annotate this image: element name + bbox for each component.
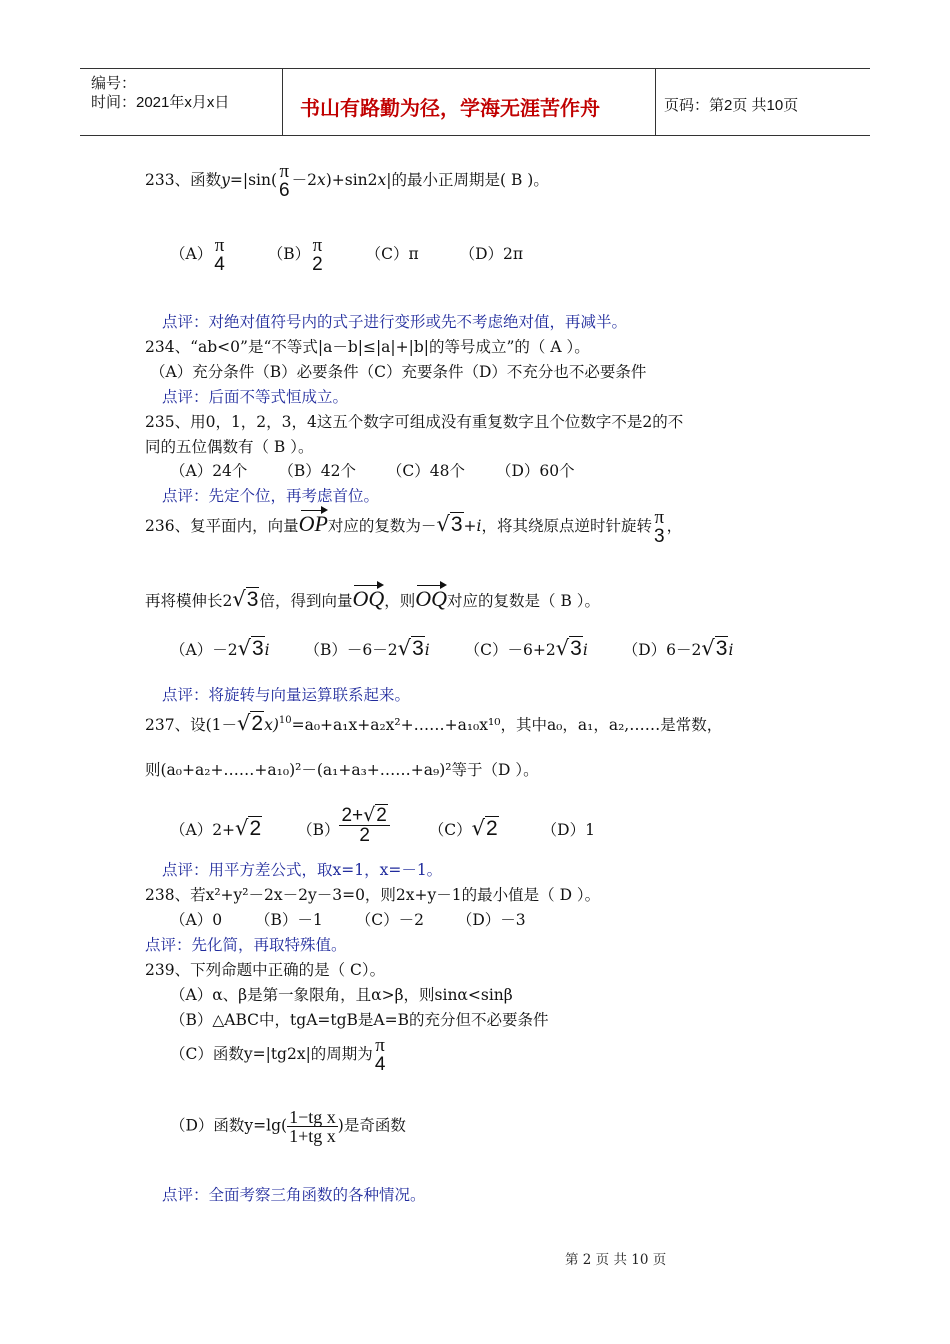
- q237-opt-b-fraction: $\frac{2+√2}{2}$: [339, 806, 389, 845]
- q237-options: （A）2+√2 （B） $\frac{2+√2}{2}$ （C）√2 （D）1: [170, 804, 595, 846]
- q233-fraction-pi-6: π 6: [279, 161, 290, 201]
- q233-abs-open: =|sin(: [229, 171, 278, 189]
- question-235: 235、用0，1，2，3，4这五个数字可组成没有重复数字且个位数字不是2的不: [145, 413, 684, 431]
- header-divider-left: [282, 68, 283, 135]
- q233-prefix: 233、函数: [145, 171, 222, 189]
- q236-fraction-pi-3: π 3: [654, 507, 665, 547]
- header-top-rule: [80, 68, 870, 69]
- q233-opt-d: （D）2π: [459, 245, 524, 263]
- q239-fraction-tg: $\frac{\text{1−tg x}}{\text{1+tg x}}$: [289, 1107, 336, 1146]
- q233-suffix: |的最小正周期是( B )。: [386, 171, 549, 189]
- q238-comment: 点评：先化简，再取特殊值。: [145, 936, 347, 954]
- q236-comment: 点评：将旋转与向量运算联系起来。: [162, 686, 411, 704]
- question-236: 236、复平面内，向量OP对应的复数为－√3+i，将其绕原点逆时针旋转 π 3 ，: [145, 507, 683, 547]
- question-239: 239、下列命题中正确的是（ C）。: [145, 961, 386, 979]
- q233-comment: 点评：对绝对值符号内的式子进行变形或先不考虑绝对值，再减半。: [162, 313, 628, 331]
- question-233: 233、函数y=|sin( π 6 －2x)+sin2x|的最小正周期是( B )。: [145, 161, 549, 201]
- vector-op: OP: [298, 511, 328, 536]
- q237-comment: 点评：用平方差公式，取x=1，x=－1。: [162, 861, 443, 879]
- q239-opt-a: （A）α、β是第一象限角，且α>β，则sinα<sinβ: [170, 986, 513, 1004]
- q239-comment: 点评：全面考察三角函数的各种情况。: [162, 1186, 426, 1204]
- q233-opt-a-fraction: π 4: [214, 235, 225, 275]
- q234-comment: 点评：后面不等式恒成立。: [162, 388, 349, 406]
- question-237-line2: 则(a₀+a₂+……+a₁₀)²－(a₁+a₃+……+a₉)²等于（D ）。: [145, 761, 539, 779]
- header-divider-right: [655, 68, 656, 135]
- q238-options: （A）0 （B）－1 （C）－2 （D）－3: [170, 911, 526, 929]
- question-236-line2: 再将模伸长2√3倍，得到向量OQ，则OQ对应的复数是（ B ）。: [145, 586, 601, 611]
- q234-options: （A）充分条件（B）必要条件（C）充要条件（D）不充分也不必要条件: [150, 363, 647, 381]
- vector-oq-2: OQ: [415, 586, 448, 611]
- sqrt-3: √3: [436, 512, 463, 536]
- header-date: 时间：2021年x月x日: [91, 94, 230, 111]
- q233-opt-b-fraction: π 2: [312, 235, 323, 275]
- q239-opt-b: （B）△ABC中，tgA=tgB是A=B的充分但不必要条件: [170, 1011, 549, 1029]
- q239-opt-c: （C）函数y=|tg2x|的周期为 π 4: [170, 1035, 386, 1075]
- header-bottom-rule: [80, 135, 870, 136]
- q233-var-y: y: [221, 171, 230, 189]
- question-238: 238、若x²+y²－2x－2y－3=0，则2x+y－1的最小值是（ D ）。: [145, 886, 601, 904]
- q236-options: （A）－2√3i （B）－6－2√3i （C）－6+2√3i （D）6－2√3i: [170, 636, 734, 660]
- q239-fraction-pi-4: π 4: [374, 1035, 386, 1075]
- header-code-label: 编号：: [91, 75, 137, 92]
- vector-oq: OQ: [352, 586, 385, 611]
- q235-options: （A）24个 （B）42个 （C）48个 （D）60个: [170, 462, 575, 480]
- question-235-line2: 同的五位偶数有（ B ）。: [145, 438, 314, 456]
- header-motto: 书山有路勤为径，学海无涯苦作舟: [300, 96, 600, 120]
- q233-opt-c: （C）π: [365, 245, 419, 263]
- q235-comment: 点评：先定个位，再考虑首位。: [162, 487, 380, 505]
- page-footer: 第 2 页 共 10 页: [565, 1252, 667, 1268]
- question-234: 234、“ab<0”是“不等式|a－b|≤|a|+|b|的等号成立”的（ A ）。: [145, 338, 590, 356]
- q239-opt-d: （D）函数y=lg( $\frac{\text{1−tg x}}{\text{1+tg x}}$ )是奇函数: [170, 1107, 406, 1146]
- question-237: 237、设$(1-√2x)^{10}=a_0+a_1x+a_2x^2+\dots\dots+a_{10}x^{10}$，其中a₀，a₁，a₂,……是常数，: [145, 711, 723, 735]
- q233-options: （A） π 4 （B） π 2 （C）π （D）2π: [170, 235, 524, 275]
- header-page-info: 页码：第2页 共10页: [664, 97, 799, 114]
